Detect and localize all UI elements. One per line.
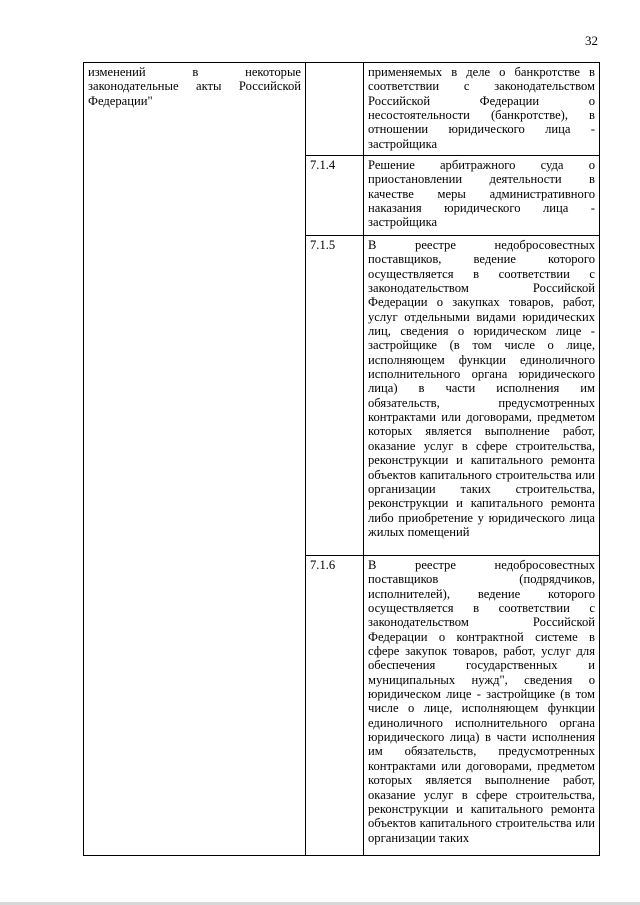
item-number: 7.1.5 — [306, 236, 364, 556]
item-text: В реестре недобросовестных поставщиков, ведение которого осуществляется в соответствии с законодательством Российской Федерации о закупках товаров, работ, услуг отдельными видами юридических лиц, сведения о юридическом лице - застройщике (в том числе о лице, исполняющем функции единоличного исполнительного органа юридического лица) в части исполнения им обязательств, предусмотренных контрактами или договорами, предметом которых является выполнение работ, оказание услуг в сфере строительства, реконструкции и капитального ремонта объектов капитального строительства или организации таких строительства, реконструкции и капитального ремонта либо приобретение у юридического лица жилых помещений — [364, 236, 600, 556]
item-text: Решение арбитражного суда о приостановлении деятельности в качестве меры административного наказания юридического лица - застройщика — [364, 156, 600, 236]
table-row — [84, 63, 600, 156]
law-reference-cell: изменений в некоторые законодательные акты Российской Федерации" — [84, 63, 306, 856]
page-number: 32 — [585, 33, 598, 48]
item-number: 7.1.4 — [306, 156, 364, 236]
document-table — [83, 62, 600, 856]
item-number: 7.1.6 — [306, 556, 364, 856]
item-text: В реестре недобросовестных поставщиков (подрядчиков, исполнителей), ведение которого осуществляется в соответствии с законодательством Российской Федерации о контрактной системе в сфере закупок товаров, работ, услуг для обеспечения государственных и муниципальных нужд", сведения о юридическом лице - застройщике (в том числе о лице, исполняющем функции единоличного исполнительного органа юридического лица) в части исполнения им обязательств, предусмотренных контрактами или договорами, предметом которых является выполнение работ, оказание услуг в сфере строительства, реконструкции и капитального ремонта объектов капитального строительства или организации таких — [364, 556, 600, 856]
item-text: применяемых в деле о банкротстве в соответствии с законодательством Российской Федерации о несостоятельности (банкротстве), в отношении юридического лица - застройщика — [364, 63, 600, 156]
item-number — [306, 63, 364, 156]
